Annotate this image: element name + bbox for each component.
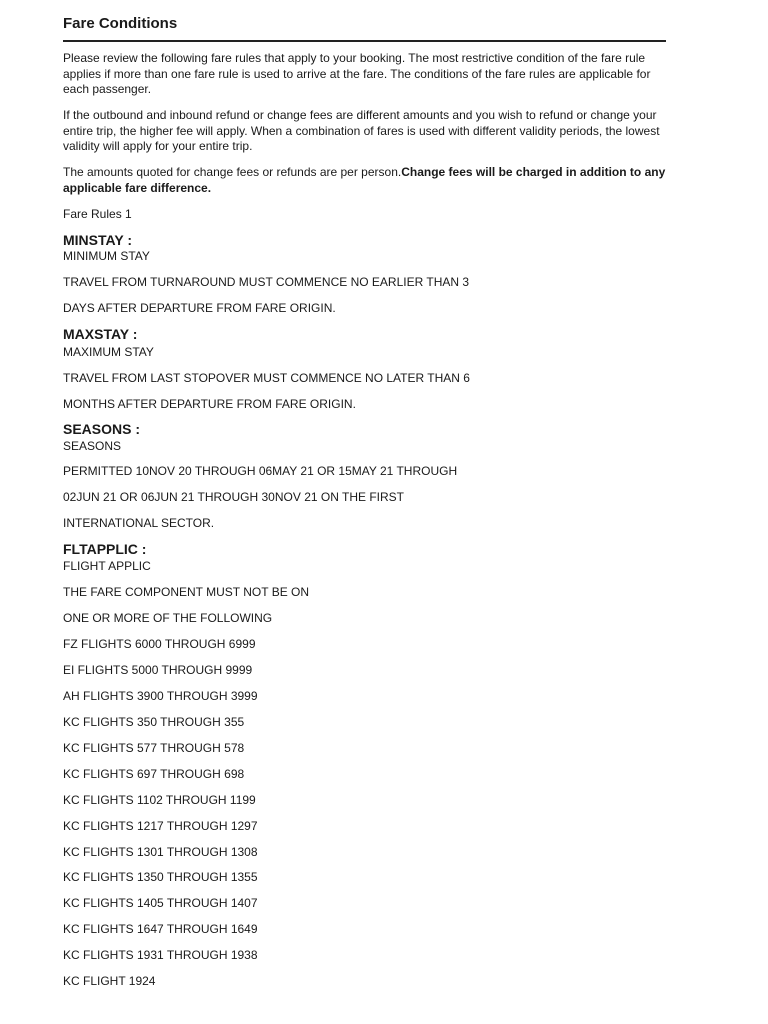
fltapplic-line: THE FARE COMPONENT MUST NOT BE ON (63, 585, 310, 599)
fare-rules-label: Fare Rules 1 (63, 207, 132, 221)
fltapplic-line: AH FLIGHTS 3900 THROUGH 3999 (63, 689, 258, 703)
fltapplic-line: KC FLIGHTS 1301 THROUGH 1308 (63, 845, 258, 859)
fltapplic-line: KC FLIGHTS 1350 THROUGH 1355 (63, 870, 258, 884)
title-divider (63, 40, 666, 42)
intro-paragraph-2: If the outbound and inbound refund or change fees are different amounts and you wish to refund or change your entire trip, the higher fee will apply. When a combination of fares is used with different validity periods, the lowest validity will apply for your entire trip. (63, 108, 660, 153)
fltapplic-line: KC FLIGHTS 350 THROUGH 355 (63, 715, 245, 729)
fltapplic-line: FZ FLIGHTS 6000 THROUGH 6999 (63, 637, 256, 651)
seasons-line: PERMITTED 10NOV 20 THROUGH 06MAY 21 OR 15MAY 21 THROUGH (63, 464, 458, 478)
fltapplic-line: FLIGHT APPLIC (63, 559, 151, 573)
fltapplic-line: KC FLIGHTS 1931 THROUGH 1938 (63, 948, 258, 962)
minstay-line: TRAVEL FROM TURNAROUND MUST COMMENCE NO EARLIER THAN 3 (63, 275, 470, 289)
fltapplic-line: KC FLIGHTS 577 THROUGH 578 (63, 741, 245, 755)
fltapplic-line: EI FLIGHTS 5000 THROUGH 9999 (63, 663, 253, 677)
maxstay-line: MAXIMUM STAY (63, 345, 154, 359)
seasons-line: INTERNATIONAL SECTOR. (63, 516, 215, 530)
maxstay-line: MONTHS AFTER DEPARTURE FROM FARE ORIGIN. (63, 397, 356, 411)
minstay-heading: MINSTAY : (63, 232, 132, 248)
fees-notice (63, 165, 666, 196)
minstay-line: DAYS AFTER DEPARTURE FROM FARE ORIGIN. (63, 301, 336, 315)
fltapplic-line: KC FLIGHT 1924 (63, 974, 156, 988)
fltapplic-line: KC FLIGHTS 1102 THROUGH 1199 (63, 793, 256, 807)
fltapplic-line: KC FLIGHTS 697 THROUGH 698 (63, 767, 245, 781)
fees-notice-text: The amounts quoted for change fees or refunds are per person. (63, 165, 402, 179)
intro-paragraph-1: Please review the following fare rules that apply to your booking. The most restrictive condition of the fare rule applies if more than one fare rule is used to arrive at the fare. The conditions of the fare rules are applicable for each passenger. (63, 51, 651, 96)
maxstay-line: TRAVEL FROM LAST STOPOVER MUST COMMENCE NO LATER THAN 6 (63, 371, 470, 385)
fltapplic-line: KC FLIGHTS 1647 THROUGH 1649 (63, 922, 258, 936)
seasons-line: 02JUN 21 OR 06JUN 21 THROUGH 30NOV 21 ON THE FIRST (63, 490, 404, 504)
fltapplic-line: KC FLIGHTS 1405 THROUGH 1407 (63, 896, 258, 910)
maxstay-heading: MAXSTAY : (63, 326, 138, 342)
page-title: Fare Conditions (63, 15, 178, 32)
fltapplic-line: ONE OR MORE OF THE FOLLOWING (63, 611, 273, 625)
seasons-heading: SEASONS : (63, 421, 141, 437)
fees-notice-bold: Change fees will be charged in addition to any applicable fare difference. (63, 165, 666, 195)
minstay-line: MINIMUM STAY (63, 249, 150, 263)
seasons-line: SEASONS (63, 439, 122, 453)
fltapplic-line: KC FLIGHTS 1217 THROUGH 1297 (63, 819, 258, 833)
fltapplic-heading: FLTAPPLIC : (63, 541, 147, 557)
